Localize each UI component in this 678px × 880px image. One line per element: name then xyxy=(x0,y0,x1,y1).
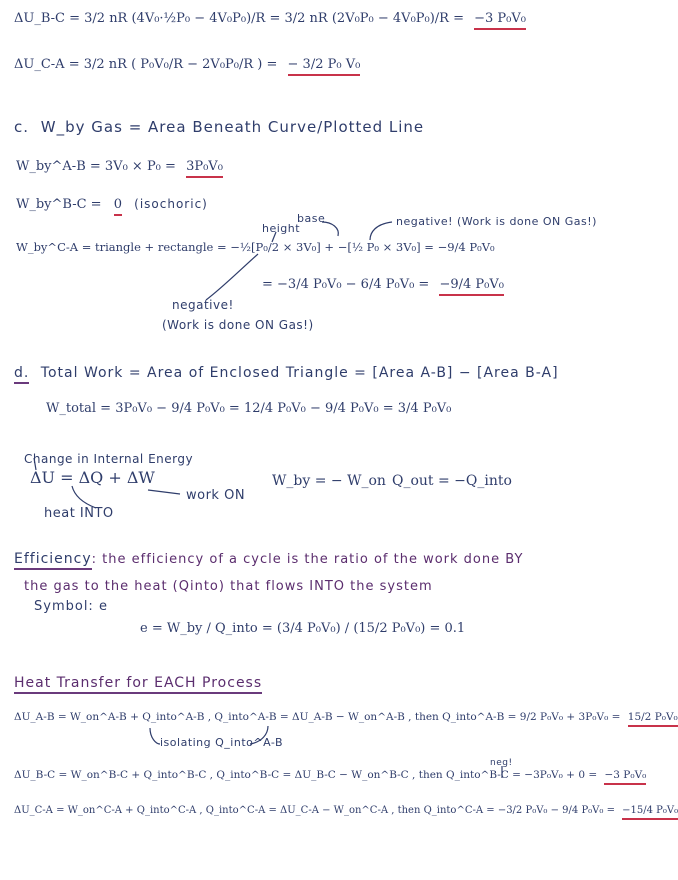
first-law-equation: ΔU = ΔQ + ΔW xyxy=(30,468,155,487)
w-ca-sum: = −3/4 P₀V₀ − 6/4 P₀V₀ = xyxy=(262,277,430,292)
delta-u-bc-result: −3 P₀V₀ xyxy=(474,11,526,30)
wby-relation: W_by = − W_on xyxy=(272,473,386,489)
part-d-title: Total Work = Area of Enclosed Triangle = [Area A-B] − [Area B-A] xyxy=(40,365,559,381)
w-ab-line xyxy=(16,160,223,173)
heat-ca-result: −15/4 P₀V₀ xyxy=(622,805,678,820)
heat-ab-result: 15/2 P₀V₀ xyxy=(628,711,678,727)
heat-ca-equation: ΔU_C-A = W_on^C-A + Q_into^C-A , Q_into^C-A = ΔU_C-A − W_on^C-A , then Q_into^C-A = −3/2 P₀V₀ − 9/4 P₀V₀ = xyxy=(14,805,615,816)
efficiency-def-line1 xyxy=(14,552,523,566)
heat-bc-line xyxy=(14,770,646,781)
part-c-heading xyxy=(14,120,424,135)
w-ca-line xyxy=(16,242,495,254)
delta-u-bc-line xyxy=(14,12,526,25)
delta-u-ca-result: − 3/2 P₀ V₀ xyxy=(288,57,361,76)
w-ab-equation: W_by^A-B = 3V₀ × P₀ = xyxy=(16,159,176,174)
heat-into-note: heat INTO xyxy=(44,506,114,521)
part-c-title: W_by Gas = Area Beneath Curve/Plotted Line xyxy=(40,118,425,136)
part-d-letter: d. xyxy=(14,365,29,384)
neg-note: neg! xyxy=(490,758,513,768)
w-ca-equation: W_by^C-A = triangle + rectangle = −½[P₀/2 × 3V₀] + −[½ P₀ × 3V₀] = −9/4 P₀V₀ xyxy=(16,240,495,254)
part-d-heading xyxy=(14,366,559,380)
internal-energy-label: Change in Internal Energy xyxy=(24,452,194,466)
w-total-line xyxy=(46,402,451,415)
w-bc-isochoric-note: (isochoric) xyxy=(134,197,208,211)
efficiency-term: Efficiency xyxy=(14,551,92,570)
work-on-note: work ON xyxy=(186,488,246,503)
negative-left-arrow xyxy=(206,254,258,300)
work-on-gas-note: (Work is done ON Gas!) xyxy=(162,318,314,332)
heat-transfer-title: Heat Transfer for EACH Process xyxy=(14,675,262,694)
heat-bc-equation: ΔU_B-C = W_on^B-C + Q_into^B-C , Q_into^B-C = ΔU_B-C − W_on^B-C , then Q_into^B-C = −3P₀V₀ + 0 = xyxy=(14,769,598,781)
w-ca-result: −9/4 P₀V₀ xyxy=(439,277,504,296)
isolating-left-arrow xyxy=(150,728,160,744)
delta-u-ca-line xyxy=(14,58,360,71)
base-note: base xyxy=(297,212,326,225)
heat-into-arrow xyxy=(72,486,96,508)
w-ca-line2 xyxy=(262,278,504,291)
w-total-equation: W_total = 3P₀V₀ − 9/4 P₀V₀ = 12/4 P₀V₀ − 9/4 P₀V₀ = 3/4 P₀V₀ xyxy=(46,401,452,416)
efficiency-def1: : the efficiency of a cycle is the ratio of the work done BY xyxy=(91,552,524,567)
w-bc-line xyxy=(16,198,208,211)
work-on-arrow xyxy=(148,490,180,494)
efficiency-def2: the gas to the heat (Qinto) that flows INTO the system xyxy=(24,579,433,594)
heat-transfer-heading xyxy=(14,676,262,690)
heat-ab-line xyxy=(14,712,678,723)
w-bc-equation: W_by^B-C = xyxy=(16,197,102,212)
efficiency-formula: e = W_by / Q_into = (3/4 P₀V₀) / (15/2 P₀V₀) = 0.1 xyxy=(140,621,466,636)
delta-u-bc-equation: ΔU_B-C = 3/2 nR (4V₀·½P₀ − 4V₀P₀)/R = 3/2 nR (2V₀P₀ − 4V₀P₀)/R = xyxy=(14,11,464,26)
w-bc-result: 0 xyxy=(114,197,122,216)
w-ab-result: 3P₀V₀ xyxy=(186,159,223,178)
heat-bc-result: −3 P₀V₀ xyxy=(604,769,646,785)
negative-right-note: negative! (Work is done ON Gas!) xyxy=(396,215,597,228)
qout-relation: Q_out = −Q_into xyxy=(392,473,512,489)
isolating-note: isolating Q_into^A-B xyxy=(160,736,283,749)
heat-ab-equation: ΔU_A-B = W_on^A-B + Q_into^A-B , Q_into^A-B = ΔU_A-B − W_on^A-B , then Q_into^A-B = 9/2 P₀V₀ + 3P₀V₀ = xyxy=(14,711,621,723)
part-c-letter: c. xyxy=(14,118,30,136)
efficiency-symbol: Symbol: e xyxy=(34,599,108,614)
negative-left-note: negative! xyxy=(172,298,234,312)
height-note: height xyxy=(262,222,301,235)
delta-u-ca-equation: ΔU_C-A = 3/2 nR ( P₀V₀/R − 2V₀P₀/R ) = xyxy=(14,57,278,72)
negative-right-arrow xyxy=(370,222,392,240)
heat-ca-line xyxy=(14,806,678,816)
